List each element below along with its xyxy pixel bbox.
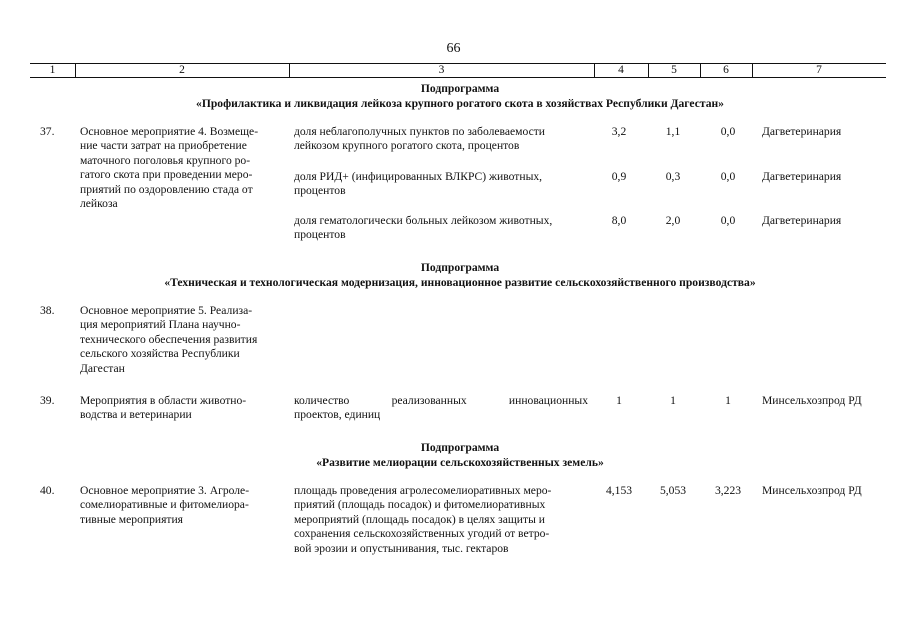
text-line: гатого скота при проведении меро- (80, 168, 253, 182)
responsible-org: Дагветеринария (762, 214, 842, 227)
value-col4: 3,2 (611, 125, 627, 138)
text-line: доля гематологически больных лейкозом животных, (294, 214, 553, 227)
text-line: Основное мероприятие 5. Реализа- (80, 304, 253, 317)
row-number: 38. (40, 304, 55, 317)
text-line: ние части затрат на приобретение (80, 139, 247, 153)
text-line: технического обеспечения развития (80, 332, 258, 346)
text-line: процентов (294, 184, 346, 198)
indicator-text (294, 125, 588, 154)
page-number: 66 (446, 41, 461, 56)
value-col5: 5,053 (659, 484, 687, 497)
value-col4: 1 (616, 394, 622, 407)
subprogram-title: «Развитие мелиорации сельскохозяйственных земель» (316, 456, 604, 469)
text-line: лейкозом крупного рогатого скота, процентов (294, 139, 520, 153)
value-col5: 2,0 (665, 214, 681, 227)
measure-description (80, 484, 284, 527)
subprogram-title: «Техническая и технологическая модернизация, инновационное развитие сельскохозяйственного производства» (164, 276, 756, 289)
value-col6: 1 (725, 394, 731, 407)
indicator-text (294, 214, 588, 243)
value-col4: 8,0 (611, 214, 627, 227)
measure-description (80, 125, 284, 211)
value-col6: 3,223 (714, 484, 742, 497)
indicator-text (294, 170, 588, 199)
indicator-text (294, 484, 588, 556)
value-col4: 0,9 (611, 170, 627, 183)
text-line: площадь проведения агролесомелиоративных меро- (294, 484, 552, 497)
value-col5: 1 (670, 394, 676, 407)
text-line: вой эрозии и опустынивания, тыс. гектаров (294, 541, 509, 555)
column-header-3: 3 (438, 64, 445, 76)
text-line: приятий (площадь посадок) и фитомелиоративных (294, 498, 546, 512)
text-line: ция мероприятий Плана научно- (80, 318, 241, 332)
header-bottom-rule (30, 77, 886, 78)
text-line: Основное мероприятие 4. Возмеще- (80, 125, 259, 138)
text-line: сомелиоративные и фитомелиора- (80, 498, 249, 512)
column-header-1: 1 (49, 64, 56, 76)
text-line: доля неблагополучных пунктов по заболеваемости (294, 125, 545, 138)
responsible-org: Дагветеринария (762, 170, 842, 183)
text-line: мероприятий (площадь посадок) в целях защиты и (294, 512, 545, 526)
column-header-5: 5 (671, 64, 677, 76)
text-line: тивные мероприятия (80, 512, 184, 526)
column-header-7: 7 (816, 64, 822, 76)
row-number: 40. (40, 484, 55, 497)
responsible-org: Дагветеринария (762, 125, 842, 138)
responsible-org: Минсельхозпрод РД (762, 484, 862, 497)
responsible-org: Минсельхозпрод РД (762, 394, 862, 407)
column-header-6: 6 (723, 64, 729, 76)
text-line: сельского хозяйства Республики (80, 347, 240, 361)
text-line: маточного поголовья крупного ро- (80, 153, 251, 167)
value-col6: 0,0 (720, 214, 736, 227)
text-line: Дагестан (80, 361, 125, 375)
text-line: водства и ветеринарии (80, 408, 192, 422)
row-number: 39. (40, 394, 55, 407)
value-col6: 0,0 (720, 125, 736, 138)
column-header-2: 2 (179, 64, 185, 76)
measure-description (80, 304, 284, 376)
indicator-text (294, 394, 588, 423)
subprogram-label: Подпрограмма (420, 261, 500, 274)
text-line: лейкоза (80, 197, 118, 211)
subprogram-title: «Профилактика и ликвидация лейкоза крупного рогатого скота в хозяйствах Республики Дагестан» (196, 97, 724, 110)
row-number: 37. (40, 125, 55, 138)
value-col6: 0,0 (720, 170, 736, 183)
measure-description (80, 394, 284, 423)
subprogram-label: Подпрограмма (420, 82, 500, 95)
text-line: проектов, единиц (294, 408, 381, 422)
text-line: сохранения сельскохозяйственных угодий от ветро- (294, 527, 550, 541)
text-line: количество реализованных инновационных (294, 394, 588, 407)
text-line: доля РИД+ (инфицированных ВЛКРС) животных, (294, 170, 543, 183)
value-col5: 1,1 (665, 125, 681, 138)
value-col4: 4,153 (605, 484, 633, 497)
text-line: Основное мероприятие 3. Агроле- (80, 484, 250, 497)
column-header-4: 4 (618, 64, 624, 76)
subprogram-label: Подпрограмма (420, 441, 500, 454)
text-line: приятий по оздоровлению стада от (80, 182, 253, 196)
text-line: процентов (294, 228, 346, 242)
value-col5: 0,3 (665, 170, 681, 183)
text-line: Мероприятия в области животно- (80, 394, 247, 407)
